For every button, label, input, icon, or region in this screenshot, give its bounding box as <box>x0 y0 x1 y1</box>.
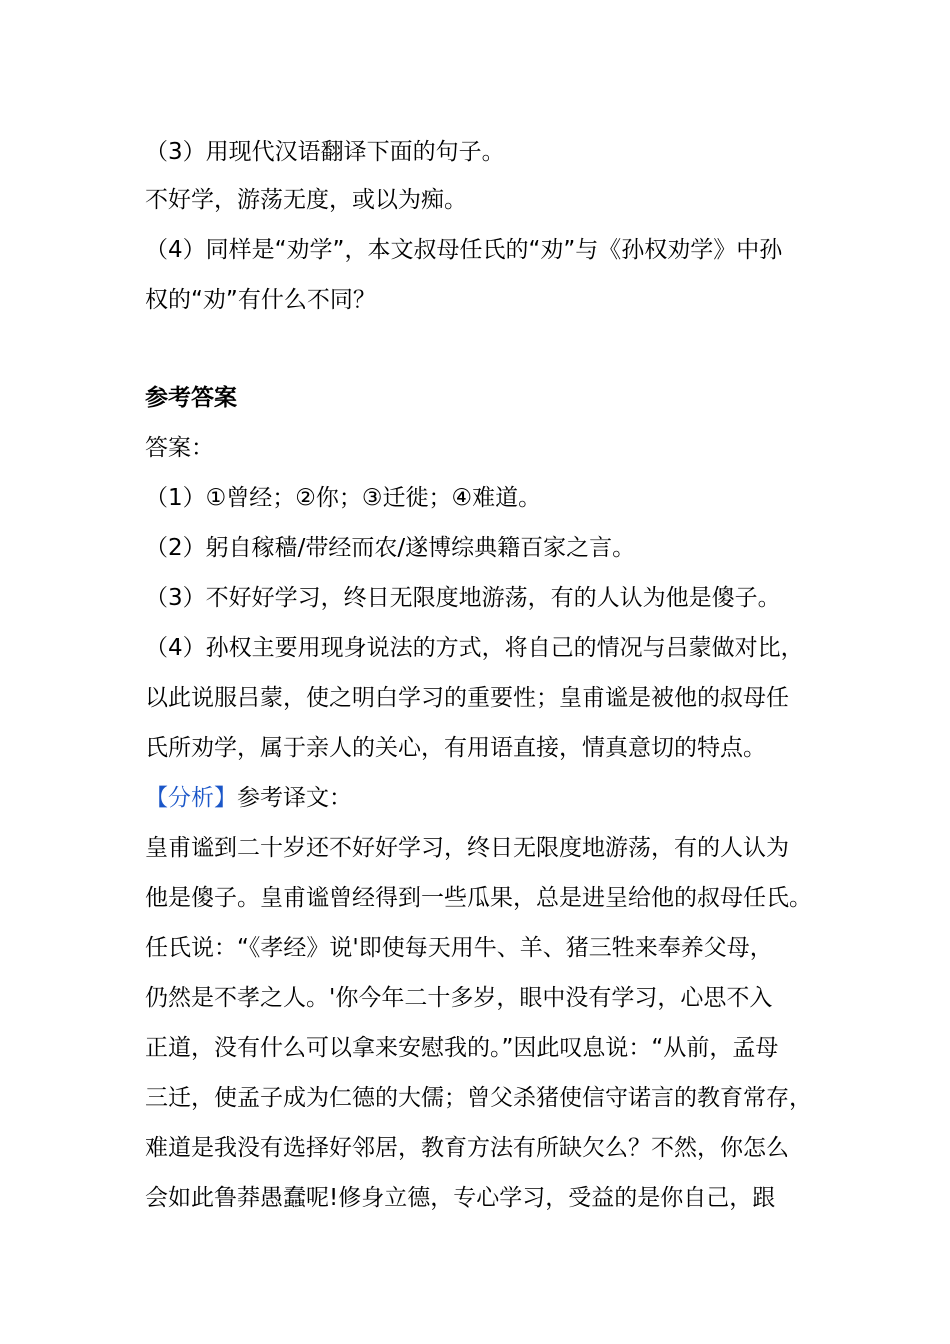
reference-answer-heading: 参考答案 <box>145 385 237 411</box>
translation-line-2: 他是傻子。皇甫谧曾经得到一些瓜果，总是进呈给他的叔母任氏。 <box>145 885 812 911</box>
answer-4-line-2: 以此说服吕蒙，使之明白学习的重要性；皇甫谧是被他的叔母任 <box>145 685 789 711</box>
answer-3: （3）不好好学习，终日无限度地游荡，有的人认为他是傻子。 <box>145 585 781 611</box>
question-4-line-1: （4）同样是“劝学”，本文叔母任氏的“劝”与《孙权劝学》中孙 <box>145 237 783 263</box>
translation-line-8: 会如此鲁莽愚蠢呢!修身立德，专心学习，受益的是你自己，跟 <box>145 1185 776 1211</box>
analysis-tag: 【分析】 <box>145 785 237 811</box>
answer-4-line-1: （4）孙权主要用现身说法的方式，将自己的情况与吕蒙做对比， <box>145 635 804 661</box>
translation-line-5: 正道，没有什么可以拿来安慰我的。”因此叹息说：“从前，孟母 <box>145 1035 779 1061</box>
answer-2: （2）躬自稼穑/带经而农/遂博综典籍百家之言。 <box>145 535 636 561</box>
answer-1: （1）①曾经；②你；③迁徙；④难道。 <box>145 485 542 511</box>
translation-line-1: 皇甫谧到二十岁还不好好学习，终日无限度地游荡，有的人认为 <box>145 835 789 861</box>
analysis-line <box>145 783 845 813</box>
translation-line-7: 难道是我没有选择好邻居，教育方法有所缺欠么？不然，你怎么 <box>145 1135 789 1161</box>
translation-line-4: 仍然是不孝之人。'你今年二十多岁，眼中没有学习，心思不入 <box>145 985 773 1011</box>
answer-4-line-3: 氏所劝学，属于亲人的关心，有用语直接，情真意切的特点。 <box>145 735 766 761</box>
analysis-label: 参考译文： <box>237 785 352 811</box>
question-4-line-2: 权的“劝”有什么不同？ <box>145 287 376 313</box>
translation-line-6: 三迁，使孟子成为仁德的大儒；曾父杀猪使信守诺言的教育常存， <box>145 1085 812 1111</box>
question-3-sentence: 不好学，游荡无度，或以为痴。 <box>145 187 467 213</box>
answer-label: 答案： <box>145 435 214 461</box>
question-3-prompt: （3）用现代汉语翻译下面的句子。 <box>145 139 505 165</box>
translation-line-3: 任氏说：“《孝经》说'即使每天用牛、羊、猪三牲来奉养父母， <box>145 935 773 961</box>
